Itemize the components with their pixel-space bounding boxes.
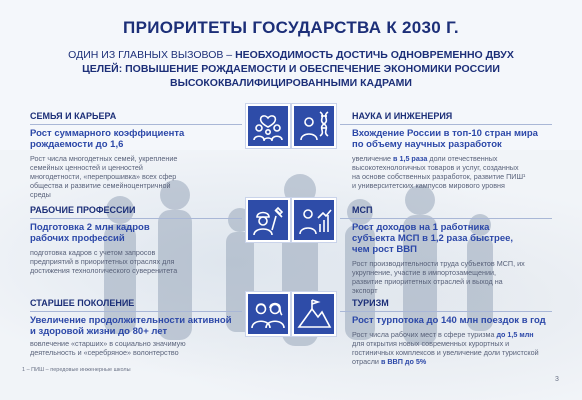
desc-highlight: до 1,5 млн [496,330,534,339]
family-icon [246,104,290,148]
section-heading-family: СЕМЬЯ И КАРЬЕРА [30,111,117,121]
section-desc-science [352,154,527,190]
subtitle-prefix: ОДИН ИЗ ГЛАВНЫХ ВЫЗОВОВ – [68,49,233,61]
section-desc-elderly: вовлечение «старших» в социально значимую деятельность и «серебряное» волонтерство [30,339,186,357]
desc-text: для открытия новых современных курортных и гостиничных комплексов и увеличение доли туристской отрасли [352,339,539,366]
business-growth-icon [292,198,336,242]
section-headline-science: Вхождение России в топ-10 стран мира по объему научных разработок [352,128,538,150]
section-divider [340,124,552,125]
section-desc-family: Рост числа многодетных семей, укрепление семейных ценностей и ценностей многодетности, «перепрошивка» всех сфер общества и развитие семейноцентричной среды [30,154,178,199]
section-heading-science: НАУКА И ИНЖЕНЕРИЯ [352,111,453,121]
desc-highlight: в 1,5 раза [393,154,428,163]
desc-text: доли отечественных высокотехнологичных товаров и услуг, созданных на основе собственных разработок, развитие ПИШ¹ и университетских кампусов мирового уровня [352,154,526,190]
worker-icon [246,198,290,242]
section-headline-elderly: Увеличение продолжительности активной и здоровой жизни до 80+ лет [30,315,232,337]
section-heading-sme: МСП [352,205,373,215]
page-title: ПРИОРИТЕТЫ ГОСУДАРСТВА К 2030 Г. [123,18,459,37]
section-desc-tourism [352,330,542,366]
section-divider [30,124,242,125]
elderly-couple-icon [246,292,290,336]
desc-text: увеличение [352,154,394,163]
section-desc-sme: Рост производительности труда субъектов МСП, их укрупнение, участие в импортозамещении, развитие приоритетных отраслей и выход на экспорт [352,259,525,295]
section-heading-elderly: СТАРШЕЕ ПОКОЛЕНИЕ [30,298,135,308]
mountain-flag-icon [292,292,336,336]
desc-highlight: в ВВП до 5% [380,357,427,366]
page-number: 3 [555,376,559,383]
section-headline-workers: Подготовка 2 млн кадров рабочих профессий [30,222,150,244]
dna-scientist-icon [292,104,336,148]
section-divider [30,218,242,219]
section-headline-tourism: Рост турпотока до 140 млн поездок в год [352,315,546,326]
section-heading-tourism: ТУРИЗМ [352,298,389,308]
section-headline-sme: Рост доходов на 1 работника субъекта МСП в 1,2 раза быстрее, чем рост ВВП [352,222,514,255]
page-subtitle [60,48,522,90]
section-divider [340,311,552,312]
section-heading-workers: РАБОЧИЕ ПРОФЕССИИ [30,205,136,215]
section-desc-workers: подготовка кадров с учетом запросов предприятий в приоритетных отраслях для достижения технологического суверенитета [30,248,178,275]
section-divider [30,311,242,312]
subtitle-bold: НЕОБХОДИМОСТЬ ДОСТИЧЬ ОДНОВРЕМЕННО ДВУХ ЦЕЛЕЙ: ПОВЫШЕНИЕ РОЖДАЕМОСТИ И ОБЕСПЕЧЕНИЕ ЭКОНОМИКИ РОССИИ ВЫСОКОКВАЛИФИЦИРОВАННЫМИ КАДРАМИ [82,49,514,89]
section-divider [340,218,552,219]
desc-text: Рост числа рабочих мест в сфере туризма [352,330,497,339]
section-headline-family: Рост суммарного коэффициента рождаемости до 1,6 [30,128,185,150]
footnote: 1 – ПИШ – передовые инженерные школы [22,367,131,373]
